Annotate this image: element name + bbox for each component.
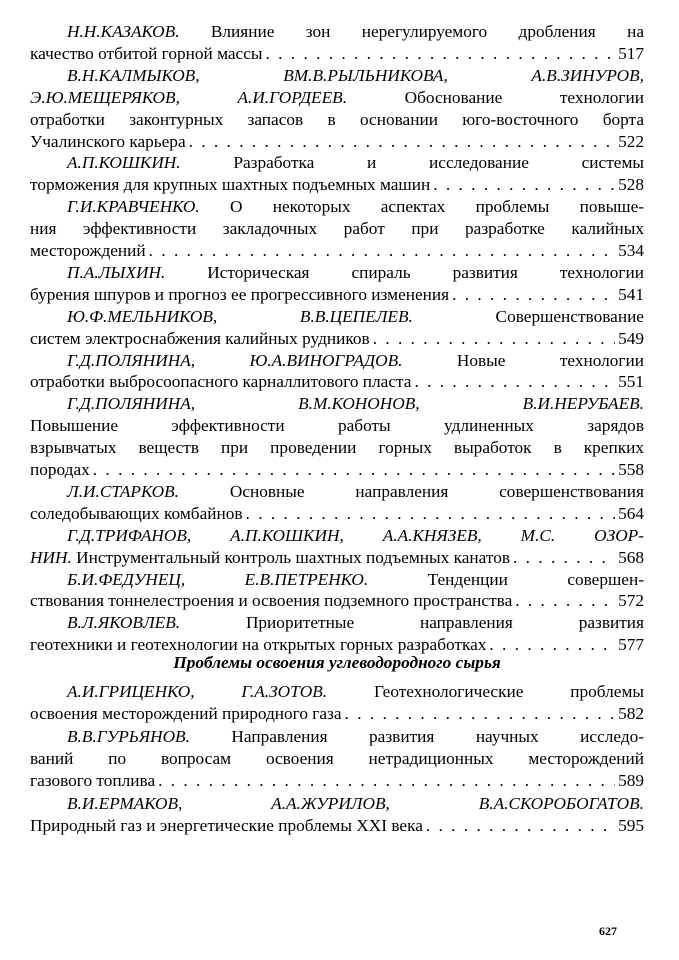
leader-dots (452, 284, 615, 306)
toc-line (30, 459, 644, 481)
toc-title: Разработка и исследование системы (233, 153, 644, 173)
toc-title: Инструментальный контроль шахтных подъемных канатов (76, 547, 511, 567)
toc-author: Н.Н.КАЗАКОВ. (67, 22, 180, 41)
toc-line (30, 815, 644, 837)
toc-author: А.П.КОШКИН. (67, 153, 181, 173)
toc-title: отработки законтурных запасов в основании юго-восточного борта (30, 109, 644, 129)
toc-line (30, 109, 644, 131)
toc-page-ref: 595 (618, 815, 644, 835)
toc-title: отработки выбросоопасного карналлитового пласта (30, 372, 412, 392)
toc-line (67, 793, 644, 815)
leader-dots (414, 371, 615, 393)
toc-title: взрывчатых веществ при проведении горных выработок в крепких (30, 438, 644, 458)
toc-line (67, 152, 644, 174)
leader-dots (345, 703, 616, 725)
toc-title: Влияние зон нерегулируемого дробления на (210, 22, 644, 41)
leader-dots (513, 547, 615, 569)
toc-entry-text (30, 371, 411, 393)
toc-line (67, 196, 644, 218)
toc-title: Основные направления совершенствования (229, 481, 644, 501)
toc-title: ваний по вопросам освоения нетрадиционных месторождений (30, 748, 644, 768)
toc-title: месторождений (30, 241, 146, 260)
toc-line (67, 306, 644, 328)
toc-title: Тенденции совершен- (427, 569, 644, 589)
toc-page-ref: 534 (618, 241, 644, 260)
leader-dots (266, 43, 616, 65)
toc-author: Г.Д.ТРИФАНОВ, А.П.КОШКИН, А.А.КНЯЗЕВ, М.С. ОЗОР- (67, 525, 644, 545)
toc-line (67, 350, 644, 372)
toc-title: Историческая спираль развития технологии (207, 262, 644, 282)
leader-dots (373, 328, 615, 350)
toc-entry-text (30, 459, 90, 481)
toc-page-ref: 589 (618, 771, 644, 791)
toc-title: Направления развития научных исследо- (231, 726, 645, 746)
toc-line (67, 681, 644, 703)
toc-line (30, 174, 644, 196)
toc-line (30, 437, 644, 459)
toc-line (67, 612, 644, 634)
toc-line (67, 65, 644, 87)
toc-entry-text (30, 328, 370, 350)
toc-line (67, 481, 644, 503)
toc-title: Совершенствование (495, 306, 644, 326)
toc-entry-text (30, 770, 155, 792)
toc-page-ref: 568 (618, 547, 644, 567)
toc-title: Повышение эффективности работы удлиненных зарядов (30, 416, 644, 436)
toc-entry-text (30, 174, 430, 196)
toc-line (67, 393, 644, 415)
leader-dots (433, 174, 615, 196)
toc-author: П.А.ЛЫХИН. (67, 262, 166, 282)
toc-entry-text (30, 547, 510, 569)
toc-line (30, 748, 644, 770)
toc-line (30, 547, 644, 569)
toc-line (30, 703, 644, 725)
toc-author: Б.И.ФЕДУНЕЦ, Е.В.ПЕТРЕНКО. (67, 569, 369, 589)
toc-title: Новые технологии (456, 350, 644, 370)
toc-title: систем электроснабжения калийных рудников (30, 328, 370, 348)
toc-title: ствования тоннелестроения и освоения подземного пространства (30, 591, 513, 611)
toc-title: освоения месторождений природного газа (30, 704, 342, 724)
toc-line (67, 726, 644, 748)
toc-page-ref: 541 (618, 284, 644, 304)
section-heading: Проблемы освоения углеводородного сырья (173, 653, 501, 672)
toc-line (30, 240, 644, 262)
toc-title: О некоторых аспектах проблемы повыше- (229, 197, 644, 217)
leader-dots (158, 770, 615, 792)
toc-author: В.И.ЕРМАКОВ, А.А.ЖУРИЛОВ, В.А.СКОРОБОГАТОВ. (67, 793, 644, 813)
toc-author: Э.Ю.МЕЩЕРЯКОВ, А.И.ГОРДЕЕВ. (30, 87, 348, 107)
toc-title: Приоритетные направления развития (245, 613, 644, 633)
toc-page-ref: 577 (618, 635, 644, 655)
toc-page-ref: 558 (618, 460, 644, 479)
leader-dots (189, 131, 615, 153)
toc-entry-text (30, 284, 449, 306)
toc-line (30, 590, 644, 612)
toc-line (30, 131, 644, 153)
toc-title: Геотехнологические проблемы (373, 682, 645, 701)
toc-line (30, 503, 644, 525)
toc-line (30, 43, 644, 65)
toc-title: ния эффективности закладочных работ при разработке калийных (30, 219, 644, 239)
leader-dots (149, 240, 615, 262)
toc-page-ref: 564 (618, 503, 644, 523)
toc-entry-text (30, 815, 423, 837)
toc-line (30, 770, 644, 792)
toc-author: А.И.ГРИЦЕНКО, Г.А.ЗОТОВ. (67, 682, 328, 701)
toc-title: качество отбитой горной массы (30, 43, 263, 63)
toc-line (30, 87, 644, 109)
toc-entry-text (30, 590, 512, 612)
toc-page-ref: 528 (618, 175, 644, 195)
toc-line (30, 371, 644, 393)
toc-title: породах (30, 460, 90, 479)
toc-page-ref: 517 (618, 43, 644, 63)
toc-entry-text (30, 240, 146, 262)
toc-title: бурения шпуров и прогноз ее прогрессивного изменения (30, 284, 450, 304)
toc-entry-text (30, 503, 243, 525)
toc-page-ref: 522 (618, 131, 644, 151)
toc-line (30, 218, 644, 240)
leader-dots (426, 815, 615, 837)
toc-author: Г.И.КРАВЧЕНКО. (67, 197, 200, 217)
toc-author: НИН. (30, 547, 72, 567)
leader-dots (93, 459, 615, 481)
toc-title: Природный газ и энергетические проблемы XXI века (30, 815, 423, 835)
toc-entry-text (30, 703, 342, 725)
toc-title: Обоснование технологии (404, 87, 644, 107)
toc-title: газового топлива (30, 771, 156, 791)
toc-line (30, 284, 644, 306)
toc-line (67, 21, 644, 43)
toc-author: Г.Д.ПОЛЯНИНА, Ю.А.ВИНОГРАДОВ. (67, 350, 403, 370)
toc-line (30, 328, 644, 350)
toc-line (67, 569, 644, 591)
toc-page-ref: 551 (618, 372, 644, 392)
toc-author: В.Л.ЯКОВЛЕВ. (67, 613, 181, 633)
toc-title: геотехники и геотехнологии на открытых горных разработках (30, 635, 487, 655)
toc-page-ref: 582 (618, 704, 644, 724)
toc-page-ref: 549 (618, 328, 644, 348)
toc-title: Учалинского карьера (30, 131, 186, 151)
toc-line (67, 262, 644, 284)
toc-title: торможения для крупных шахтных подъемных машин (30, 175, 431, 195)
toc-line (30, 415, 644, 437)
leader-dots (515, 590, 615, 612)
toc-entry-text (30, 131, 186, 153)
toc-title: соледобывающих комбайнов (30, 503, 243, 523)
toc-author: Ю.Ф.МЕЛЬНИКОВ, В.В.ЦЕПЕЛЕВ. (67, 306, 413, 326)
toc-line (67, 525, 644, 547)
toc-author: Г.Д.ПОЛЯНИНА, В.М.КОНОНОВ, В.И.НЕРУБАЕВ. (67, 394, 644, 414)
page-number: 627 (599, 924, 617, 938)
toc-page-ref: 572 (618, 591, 644, 611)
toc-entry-text (30, 43, 263, 65)
toc-author: В.Н.КАЛМЫКОВ, ВМ.В.РЫЛЬНИКОВА, А.В.ЗИНУРОВ, (67, 65, 644, 85)
leader-dots (246, 503, 616, 525)
toc-author: Л.И.СТАРКОВ. (67, 481, 180, 501)
toc-author: В.В.ГУРЬЯНОВ. (67, 726, 190, 746)
